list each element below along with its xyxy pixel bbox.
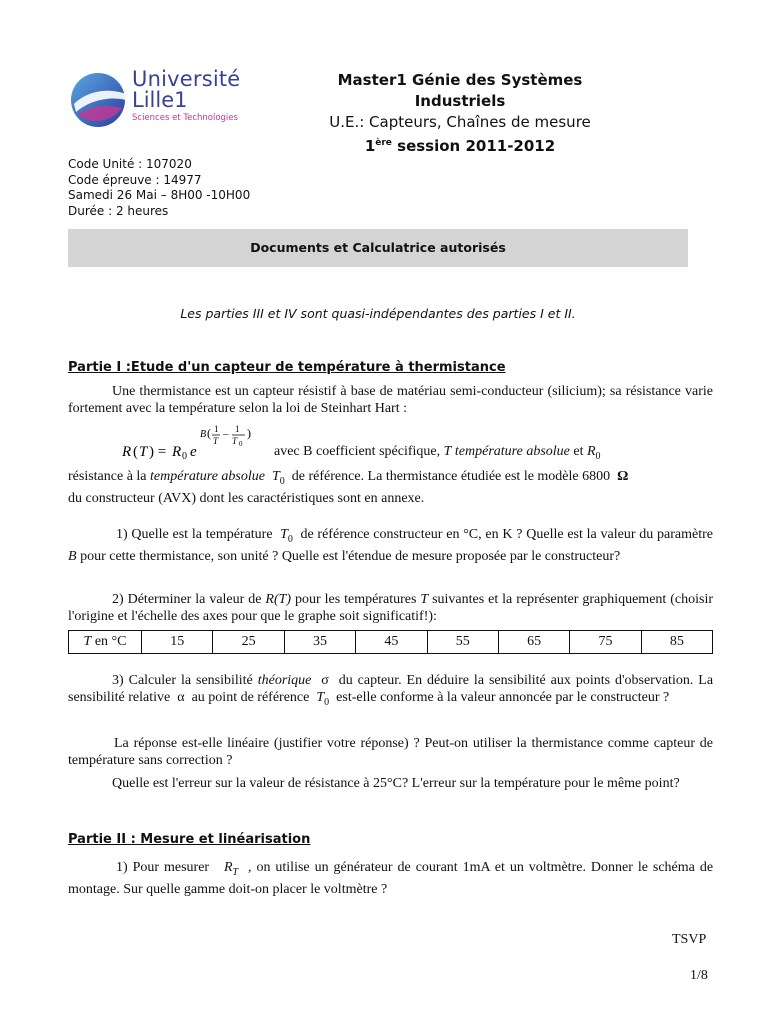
- symbol-T0: T: [271, 469, 280, 484]
- page-number: 1/8: [690, 968, 708, 983]
- exam-info-line: Code épreuve : 14977: [68, 172, 202, 187]
- exam-info-line: Samedi 26 Mai – 8H00 -10H00: [68, 188, 251, 202]
- alpha-symbol: α: [177, 690, 185, 705]
- header-program: Master1 Génie des Systèmes Industriels: [337, 71, 583, 110]
- intro-note: Les parties III et IV sont quasi-indépendantes des parties I et II.: [180, 306, 576, 321]
- formula-desc-a: avec B coefficient spécifique,: [274, 444, 441, 459]
- svg-text:) =: ) =: [149, 444, 167, 460]
- svg-text:T: T: [213, 436, 219, 446]
- table-row: [69, 631, 713, 654]
- exam-info-line: Code Unité : 107020: [68, 157, 192, 171]
- header-course: U.E.: Capteurs, Chaînes de mesure: [329, 113, 591, 131]
- svg-text:0: 0: [239, 440, 243, 448]
- svg-text:(: (: [207, 426, 211, 440]
- table-cell: 45: [356, 631, 427, 654]
- globe-logo-icon: [68, 70, 128, 130]
- logo-lille: Lille1: [132, 88, 188, 112]
- table-cell: 25: [213, 631, 284, 654]
- exam-info-line: Durée : 2 heures: [68, 203, 169, 218]
- formula-desc-c: et: [573, 444, 584, 459]
- symbol-R0: R: [586, 444, 596, 459]
- sigma-symbol: σ: [321, 673, 329, 688]
- table-header-cell: T en °C: [69, 631, 142, 654]
- svg-text:B: B: [200, 429, 207, 440]
- part2-question-1: 1) Pour mesurer $R_T$ , on utilise un générateur de courant 1mA et un voltmètre. Donner le schéma de montage. Sur quelle gamme doit-on placer le voltmètre ?: [68, 860, 714, 897]
- table-cell: 15: [142, 631, 213, 654]
- part1-question-1: 1) Quelle est la température $T_0$ de référence constructeur en °C, en K ? Quelle est la valeur du paramètre B pour cette thermistance, son unité ? Quelle est l'étendue de mesure proposée par le constructeur?: [68, 527, 714, 564]
- part1-question-5: Quelle est l'erreur sur la valeur de résistance à 25°C? L'erreur sur la température pour le même point?: [112, 776, 680, 791]
- table-cell: 55: [427, 631, 498, 654]
- symbol-RT: R: [223, 860, 233, 875]
- logo-universite: Université: [132, 67, 241, 91]
- svg-text:–: –: [223, 428, 229, 440]
- svg-text:R: R: [122, 444, 132, 460]
- svg-text:(: (: [133, 444, 138, 460]
- omega-symbol: Ω: [617, 469, 629, 484]
- svg-text:1: 1: [214, 424, 219, 434]
- part1-question-3: 3) Calculer la sensibilité théorique σ du capteur. En déduire la sensibilité aux points d'observation. La sensibilité relative α au point de référence $T_0$ est-elle conforme à la valeur annoncée par le constructeur ?: [68, 673, 714, 708]
- part1-question-4: La réponse est-elle linéaire (justifier votre réponse) ? Peut-on utiliser la thermistance comme capteur de température sans correction ?: [68, 736, 713, 768]
- table-cell: 65: [498, 631, 569, 654]
- table-cell: 35: [284, 631, 355, 654]
- exam-info: [68, 157, 250, 219]
- svg-text:0: 0: [182, 451, 187, 462]
- table-cell: 85: [641, 631, 712, 654]
- svg-text:T: T: [139, 444, 148, 460]
- university-logo: [68, 68, 268, 130]
- logo-subtitle: Sciences et Technologies: [132, 113, 238, 123]
- svg-text:R: R: [172, 444, 182, 460]
- tsvp-note: TSVP: [672, 932, 707, 947]
- svg-text:1: 1: [235, 424, 240, 434]
- part2-title: Partie II : Mesure et linéarisation: [68, 832, 311, 847]
- exam-header: [300, 70, 620, 157]
- temperature-table: [68, 630, 713, 654]
- svg-text:T: T: [232, 436, 238, 446]
- svg-text:e: e: [190, 444, 197, 460]
- header-session: 1ère session 2011-2012: [364, 137, 556, 155]
- table-cell: 75: [570, 631, 641, 654]
- part1-title: Partie I :Etude d'un capteur de température à thermistance: [68, 360, 506, 375]
- steinhart-formula-line: R ( T ) = R 0 e B ( 1 T – 1 T 0 ) avec B coefficient spécifique, T température absolue et $R_0$: [120, 422, 720, 467]
- svg-text:): ): [247, 426, 251, 440]
- documents-banner: Documents et Calculatrice autorisés: [68, 229, 688, 267]
- symbol-T: T: [443, 444, 452, 459]
- part1-intro-paragraph: Une thermistance est un capteur résistif à base de matériau semi-conducteur (silicium); sa résistance varie fortement avec la température selon la loi de Steinhart Hart :: [68, 384, 713, 416]
- formula-desc-b: température absolue: [454, 444, 570, 459]
- part1-question-2: 2) Déterminer la valeur de R(T) pour les températures T suivantes et la représenter graphiquement (choisir l'origine et l'échelle des axes pour que le graphe soit significatif!):: [68, 592, 713, 624]
- part1-resistance-paragraph: résistance à la température absolue $T_0$ de référence. La thermistance étudiée est le modèle 6800 Ω du constructeur (AVX) dont les caractéristiques sont en annexe.: [68, 469, 629, 506]
- steinhart-formula: [120, 422, 280, 466]
